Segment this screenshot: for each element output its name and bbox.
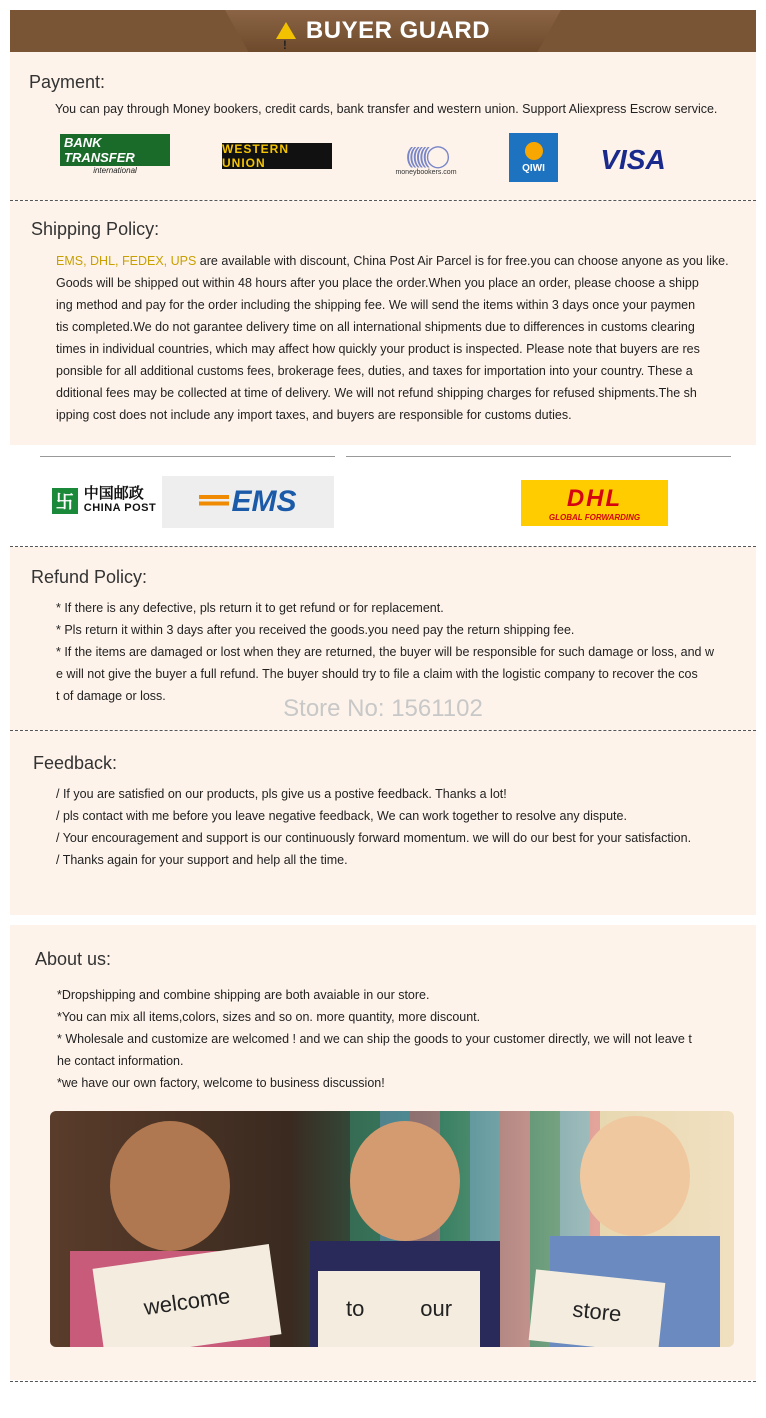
bank-transfer-logo [60,134,170,175]
kid-right-face [580,1116,690,1236]
feedback-title: Feedback: [33,753,118,773]
payment-text: You can pay through Money bookers, credit cards, bank transfer and western union. Support Aliexpress Escrow service. [55,102,718,116]
visa-label: VISA [600,144,666,175]
welcome-kids-photo [50,1111,734,1347]
store-number-watermark: Store No: 1561102 [283,695,483,722]
carrier-rule-left [40,456,335,457]
sign-welcome-text: welcome [142,1282,232,1320]
moneybookers-label: moneybookers.com [395,168,457,176]
header-title-text: BUYER GUARD [305,17,491,44]
qiwi-logo [509,133,558,182]
qiwi-circle-icon [525,142,543,160]
ems-label: EMS [231,485,297,518]
buyer-guard-header [10,10,756,52]
shipping-line1-rest: are available with discount, China Post Air Parcel is for free.you can choose anyone as you like. [196,254,729,268]
kid-left-face [110,1121,230,1251]
about-title: About us: [35,949,112,969]
feedback-text: / If you are satisfied on our products, pls give us a postive feedback. Thanks a lot! / pls contact with me before you leave negative feedback, We can work together to resolve any dispute. / Your encouragement and support is our continuously forward momentum. we will do our best for your satisfaction. / Thanks again for your support and help all the time. [56,787,692,867]
ems-stripes-icon [199,495,229,509]
qiwi-label: QIWI [522,162,545,174]
carrier-rule-right [346,456,731,457]
moneybookers-logo [386,138,466,180]
china-post-emblem-icon: 卐 [52,488,78,514]
sign-store [529,1269,666,1347]
kid-middle-face [350,1121,460,1241]
bank-transfer-sub: international [93,165,137,175]
sign-store-text: store [571,1296,623,1326]
refund-text: * If there is any defective, pls return it to get refund or for replacement. * Pls return it within 3 days after you received the goods.you need pay the return shipping fee. * If the items are damaged or lost when they are returned, the buyer will be responsible for such damage or loss, and w e will not give the buyer a full refund. The buyer should try to file a claim with the logistic company to recover the cos t of damage or loss. [56,601,714,703]
moneybookers-rings-icon: ((((((◯ [405,142,447,168]
china-post-en-label: CHINA POST [83,502,157,514]
warning-icon [276,22,296,39]
ems-logo [162,476,334,528]
header-title [10,10,756,52]
visa-logo [592,142,674,178]
divider [10,1381,756,1382]
shipping-carriers-highlight: EMS, DHL, FEDEX, UPS [56,254,197,268]
payment-title: Payment: [29,72,106,92]
china-post-logo [44,484,164,518]
shipping-text: EMS, DHL, FEDEX, UPS are available with discount, China Post Air Parcel is for free.you can choose anyone as you like. Goods will be shipped out within 48 hours after you place the order.When you place an order, please choose a shipp ing method and pay for the order including the shipping fee. We will send the items within 3 days once your paymen tis completed.We do not garantee delivery time on all international shipments due to differences in customs clearing times in individual countries, which may affect how quickly your product is inspected. Please note that buyers are res ponsible for all additional customs fees, brokerage fees, duties, and taxes for importation into your country. These a dditional fees may be collected at time of delivery. We will not refund shipping charges for refused shipments.The sh ipping cost does not include any import taxes, and buyers are responsible for customs duties. [56,254,729,422]
sign-our-text: our [420,1296,453,1321]
about-text: *Dropshipping and combine shipping are both avaiable in our store. *You can mix all items,colors, sizes and so on. more quantity, more discount. * Wholesale and customize are welcomed ! and we can ship the goods to your customer directly, we will not leave t he contact information. *we have our own factory, welcome to business discussion! [57,988,692,1090]
sign-to-our [318,1271,480,1347]
sign-to-text: to [345,1296,365,1321]
dhl-logo [521,480,668,526]
refund-title: Refund Policy: [31,567,148,587]
western-union-logo [222,143,332,169]
shipping-title: Shipping Policy: [31,219,160,239]
western-union-label: WESTERN UNION [222,142,289,170]
bank-transfer-label: BANK TRANSFER [60,134,170,166]
dhl-sub-label: GLOBAL FORWARDING [548,512,641,522]
dhl-label: DHL [566,484,623,512]
china-post-cn-label: 中国邮政 [83,485,144,502]
